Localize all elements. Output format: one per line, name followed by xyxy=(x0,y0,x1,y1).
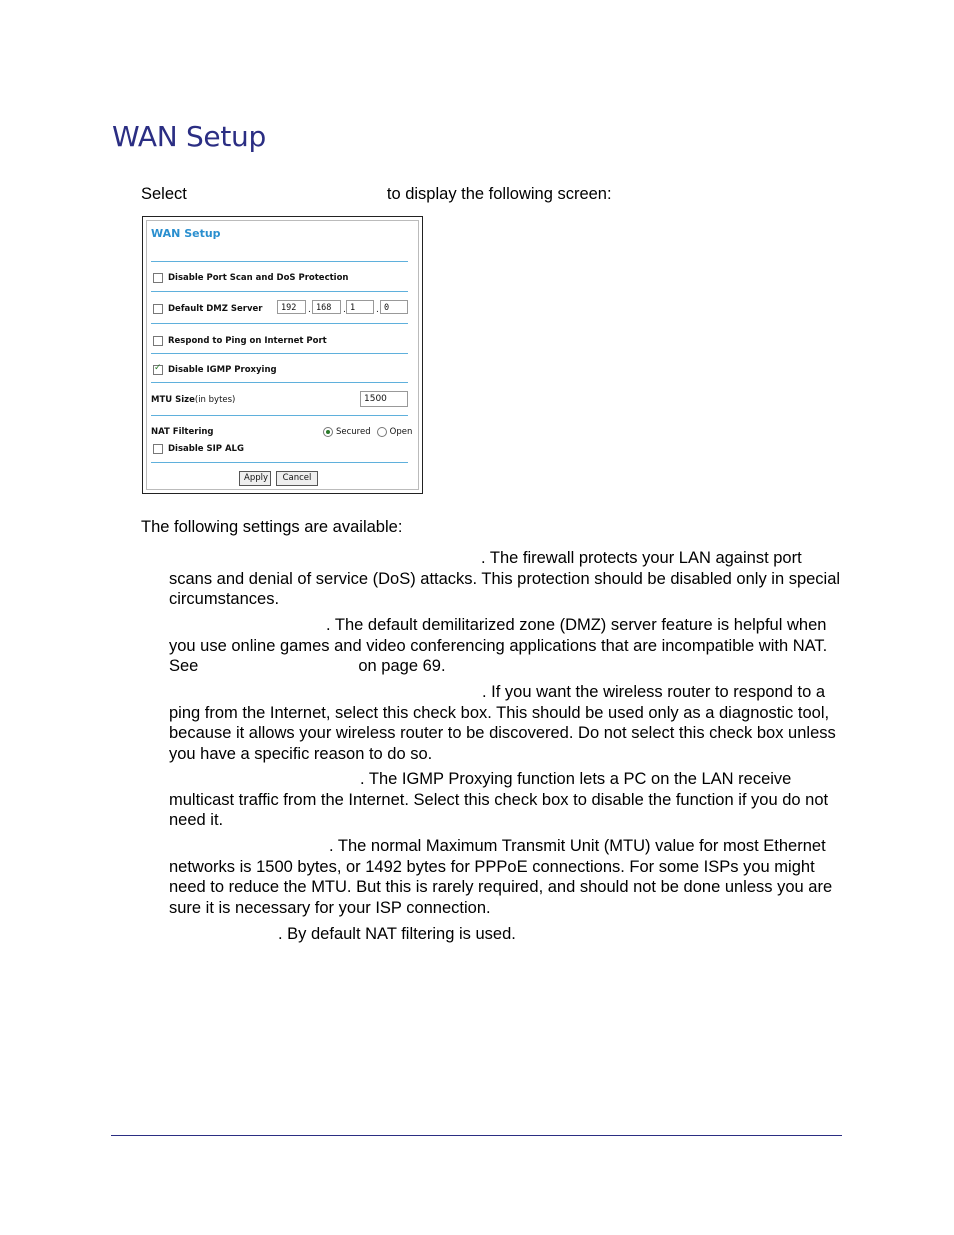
dmz-ip-octet-2[interactable]: 168 xyxy=(312,300,341,314)
disable-igmp-checkbox[interactable] xyxy=(153,365,163,375)
page-title: WAN Setup xyxy=(112,120,266,153)
footer-divider xyxy=(111,1135,842,1136)
nat-secured-label: Secured xyxy=(336,427,371,437)
desc-igmp: . The IGMP Proxying function lets a PC on the LAN receive multicast traffic from the Internet. Select this check box to disable the function if you do not need it. xyxy=(169,770,829,829)
desc-port-scan: . The firewall protects your LAN against port scans and denial of service (DoS) attacks. This protection should be disabled only in special circumstances. xyxy=(169,549,841,608)
igmp-row xyxy=(153,365,277,375)
desc-dmz-page: on page 69. xyxy=(358,657,446,675)
ip-separator: . xyxy=(308,305,311,315)
cancel-button[interactable]: Cancel xyxy=(276,471,318,486)
desc-dmz-text: . The default demilitarized zone (DMZ) server feature is helpful when you use online games and video conferencing applications that are incompatible with NAT. See xyxy=(169,616,828,675)
screenshot-title: WAN Setup xyxy=(151,227,221,240)
mtu-label: MTU Size(in bytes) xyxy=(151,395,236,405)
disable-sip-alg-checkbox[interactable] xyxy=(153,444,163,454)
desc-ping: . If you want the wireless router to respond to a ping from the Internet, select this check box. This should be used only as a diagnostic tool, because it allows your wireless router to be discovered. Do not select this check box unless you have a specific reason to do so. xyxy=(169,683,836,763)
apply-button[interactable]: Apply xyxy=(239,471,271,486)
divider xyxy=(151,415,408,416)
mtu-row xyxy=(151,395,235,405)
desc-dmz xyxy=(169,615,841,677)
intro-paragraph xyxy=(141,184,841,205)
disable-igmp-label: Disable IGMP Proxying xyxy=(168,365,277,375)
sip-row xyxy=(153,444,244,454)
nat-secured-radio[interactable] xyxy=(323,427,333,437)
desc-nat: . By default NAT filtering is used. xyxy=(278,925,516,943)
divider xyxy=(151,261,408,262)
dmz-ip-octet-3[interactable]: 1 xyxy=(346,300,374,314)
ip-separator: . xyxy=(343,305,346,315)
nat-open-radio[interactable] xyxy=(377,427,387,437)
dmz-label: Default DMZ Server xyxy=(168,304,263,314)
disable-port-scan-checkbox[interactable] xyxy=(153,273,163,283)
ip-separator: . xyxy=(376,305,379,315)
nat-row xyxy=(151,427,214,437)
ping-row xyxy=(153,336,327,346)
divider xyxy=(151,382,408,383)
divider xyxy=(151,462,408,463)
dmz-ip-octet-1[interactable]: 192 xyxy=(277,300,306,314)
intro-after: to display the following screen: xyxy=(386,185,612,203)
dmz-checkbox[interactable] xyxy=(153,304,163,314)
nat-filtering-label: NAT Filtering xyxy=(151,427,214,437)
divider xyxy=(151,291,408,292)
disable-port-scan-row xyxy=(153,273,348,283)
dmz-ip-octet-4[interactable]: 0 xyxy=(380,300,408,314)
settings-intro: The following settings are available: xyxy=(141,518,403,536)
divider xyxy=(151,353,408,354)
wan-setup-screenshot xyxy=(142,216,423,494)
nat-open-label: Open xyxy=(389,427,413,437)
nat-filtering-options xyxy=(323,427,412,437)
intro-before: Select xyxy=(141,185,187,203)
desc-mtu: . The normal Maximum Transmit Unit (MTU) value for most Ethernet networks is 1500 bytes, or 1492 bytes for PPPoE connections. For some ISPs you might need to reduce the MTU. But this is rarely required, and should not be done unless you are sure it is necessary for your ISP connection. xyxy=(169,837,833,917)
disable-sip-alg-label: Disable SIP ALG xyxy=(168,444,244,454)
mtu-unit: (in bytes) xyxy=(194,395,236,405)
respond-ping-checkbox[interactable] xyxy=(153,336,163,346)
divider xyxy=(151,323,408,324)
disable-port-scan-label: Disable Port Scan and DoS Protection xyxy=(168,273,349,283)
mtu-size-input[interactable]: 1500 xyxy=(360,391,408,407)
respond-ping-label: Respond to Ping on Internet Port xyxy=(168,336,327,346)
dmz-row xyxy=(153,304,262,314)
